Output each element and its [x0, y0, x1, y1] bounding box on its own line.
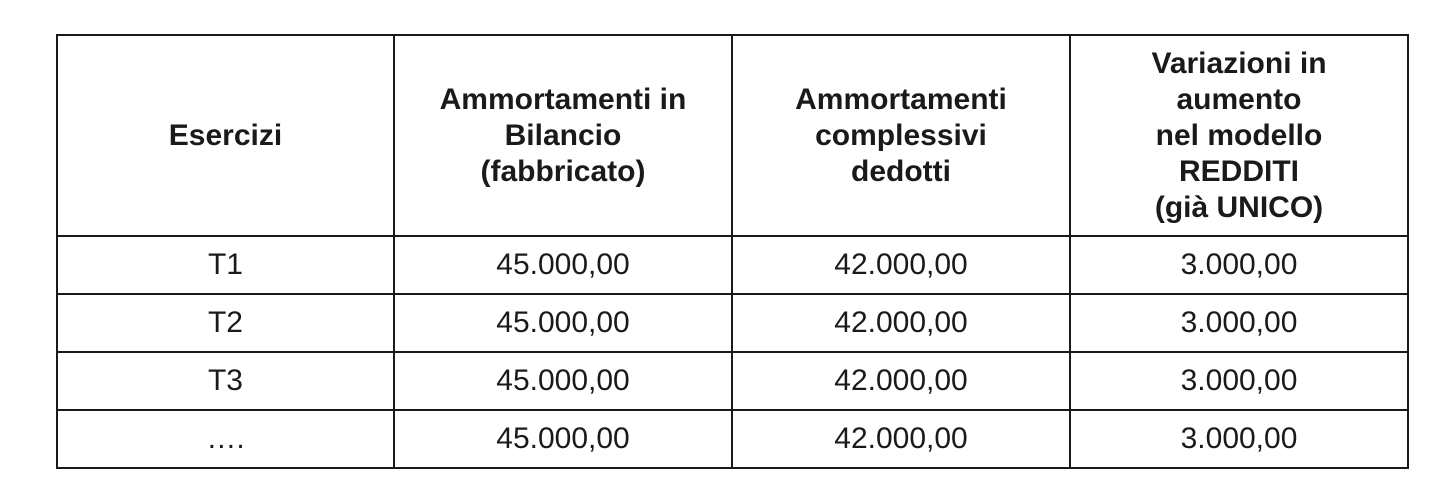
- cell-ammortamenti-bilancio: 45.000,00: [394, 410, 732, 468]
- header-row: [57, 35, 1408, 236]
- table-row: [57, 294, 1408, 352]
- cell-esercizio: T1: [57, 236, 394, 294]
- table-row: [57, 236, 1408, 294]
- cell-esercizio: T2: [57, 294, 394, 352]
- cell-variazioni: 3.000,00: [1070, 410, 1408, 468]
- cell-ammortamenti-bilancio: 45.000,00: [394, 294, 732, 352]
- cell-ammortamenti-dedotti: 42.000,00: [732, 236, 1070, 294]
- cell-ammortamenti-dedotti: 42.000,00: [732, 410, 1070, 468]
- cell-variazioni: 3.000,00: [1070, 236, 1408, 294]
- table-row: [57, 410, 1408, 468]
- cell-esercizio: ….: [57, 410, 394, 468]
- cell-ammortamenti-dedotti: 42.000,00: [732, 294, 1070, 352]
- cell-ammortamenti-bilancio: 45.000,00: [394, 236, 732, 294]
- header-ammortamenti-dedotti: Ammortamenti complessivi dedotti: [732, 35, 1070, 236]
- cell-variazioni: 3.000,00: [1070, 352, 1408, 410]
- header-esercizi: Esercizi: [57, 35, 394, 236]
- header-variazioni-aumento: Variazioni in aumento nel modello REDDITI (già UNICO): [1070, 35, 1408, 236]
- cell-variazioni: 3.000,00: [1070, 294, 1408, 352]
- cell-ammortamenti-dedotti: 42.000,00: [732, 352, 1070, 410]
- depreciation-table: [56, 34, 1409, 469]
- cell-esercizio: T3: [57, 352, 394, 410]
- cell-ammortamenti-bilancio: 45.000,00: [394, 352, 732, 410]
- header-ammortamenti-bilancio: Ammortamenti in Bilancio (fabbricato): [394, 35, 732, 236]
- table-row: [57, 352, 1408, 410]
